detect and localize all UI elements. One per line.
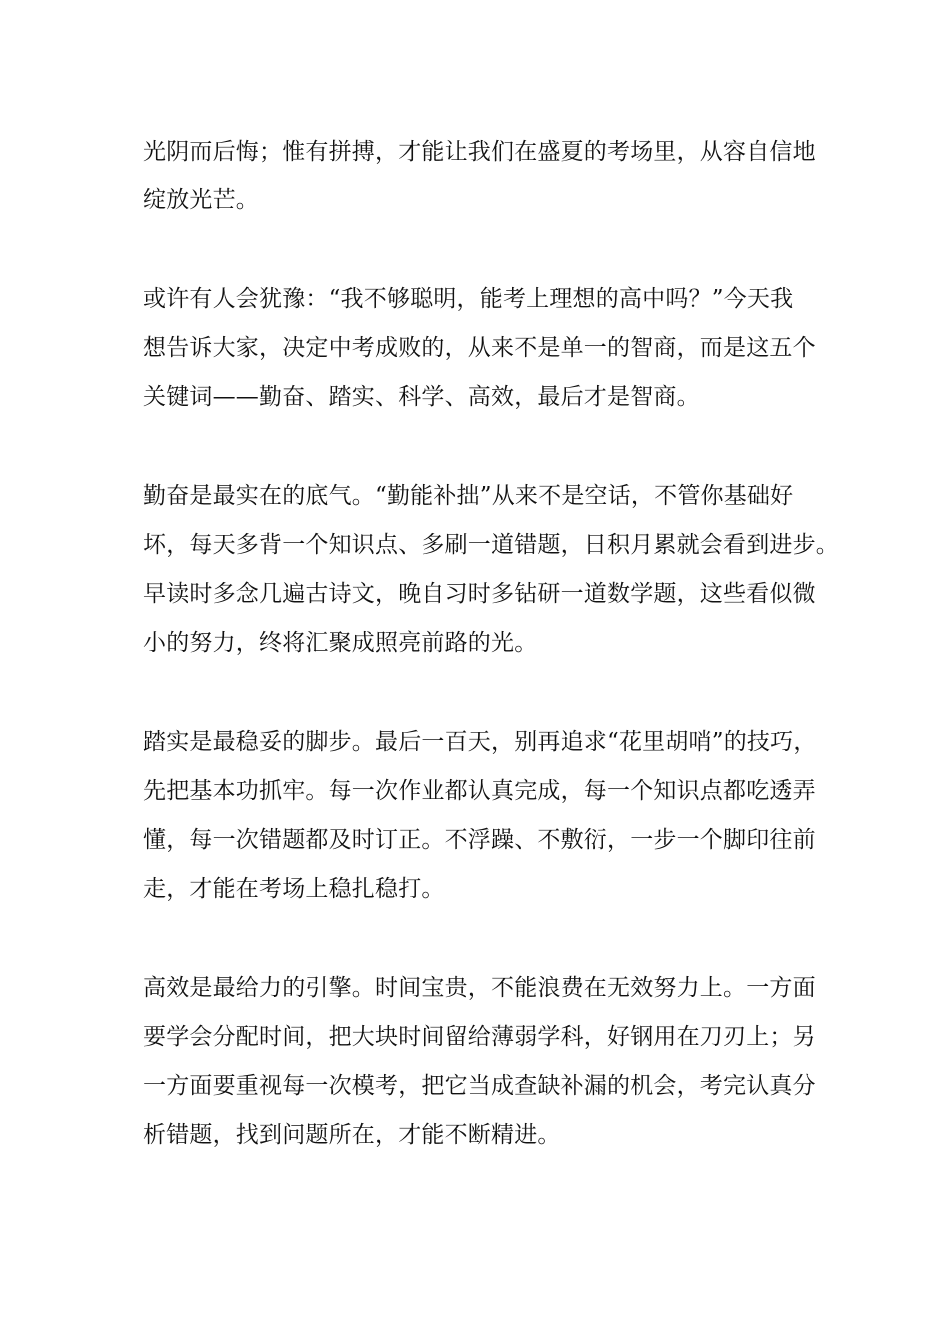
text-line: 先把基本功抓牢。每一次作业都认真完成，每一个知识点都吃透弄: [143, 778, 816, 804]
text-line: 高效是最给力的引擎。时间宝贵，不能浪费在无效努力上。一方面: [143, 975, 816, 1001]
text-line: 走，才能在考场上稳扎稳打。: [143, 876, 445, 902]
text-line: 小的努力，终将汇聚成照亮前路的光。: [143, 630, 538, 656]
text-line: 一方面要重视每一次模考，把它当成查缺补漏的机会，考完认真分: [143, 1073, 816, 1099]
text-line: 踏实是最稳妥的脚步。最后一百天，别再追求“花里胡哨”的技巧，: [143, 729, 817, 755]
text-line: 光阴而后悔；惟有拼搏，才能让我们在盛夏的考场里，从容自信地: [143, 139, 816, 165]
text-line: 或许有人会犹豫：“我不够聪明，能考上理想的高中吗？”今天我: [143, 286, 794, 312]
text-line: 要学会分配时间，把大块时间留给薄弱学科，好钢用在刀刃上；另: [143, 1024, 816, 1050]
text-line: 关键词——勤奋、踏实、科学、高效，最后才是智商。: [143, 384, 700, 410]
text-line: 早读时多念几遍古诗文，晚自习时多钻研一道数学题，这些看似微: [143, 581, 816, 607]
text-line: 绽放光芒。: [143, 187, 259, 213]
text-line: 坏，每天多背一个知识点、多刷一道错题，日积月累就会看到进步。: [143, 532, 839, 558]
text-line: 懂，每一次错题都及时订正。不浮躁、不敷衍，一步一个脚印往前: [143, 827, 816, 853]
text-line: 析错题，找到问题所在，才能不断精进。: [143, 1122, 561, 1148]
text-line: 勤奋是最实在的底气。“勤能补拙”从来不是空话，不管你基础好: [143, 483, 794, 509]
text-line: 想告诉大家，决定中考成败的，从来不是单一的智商，而是这五个: [143, 335, 816, 361]
